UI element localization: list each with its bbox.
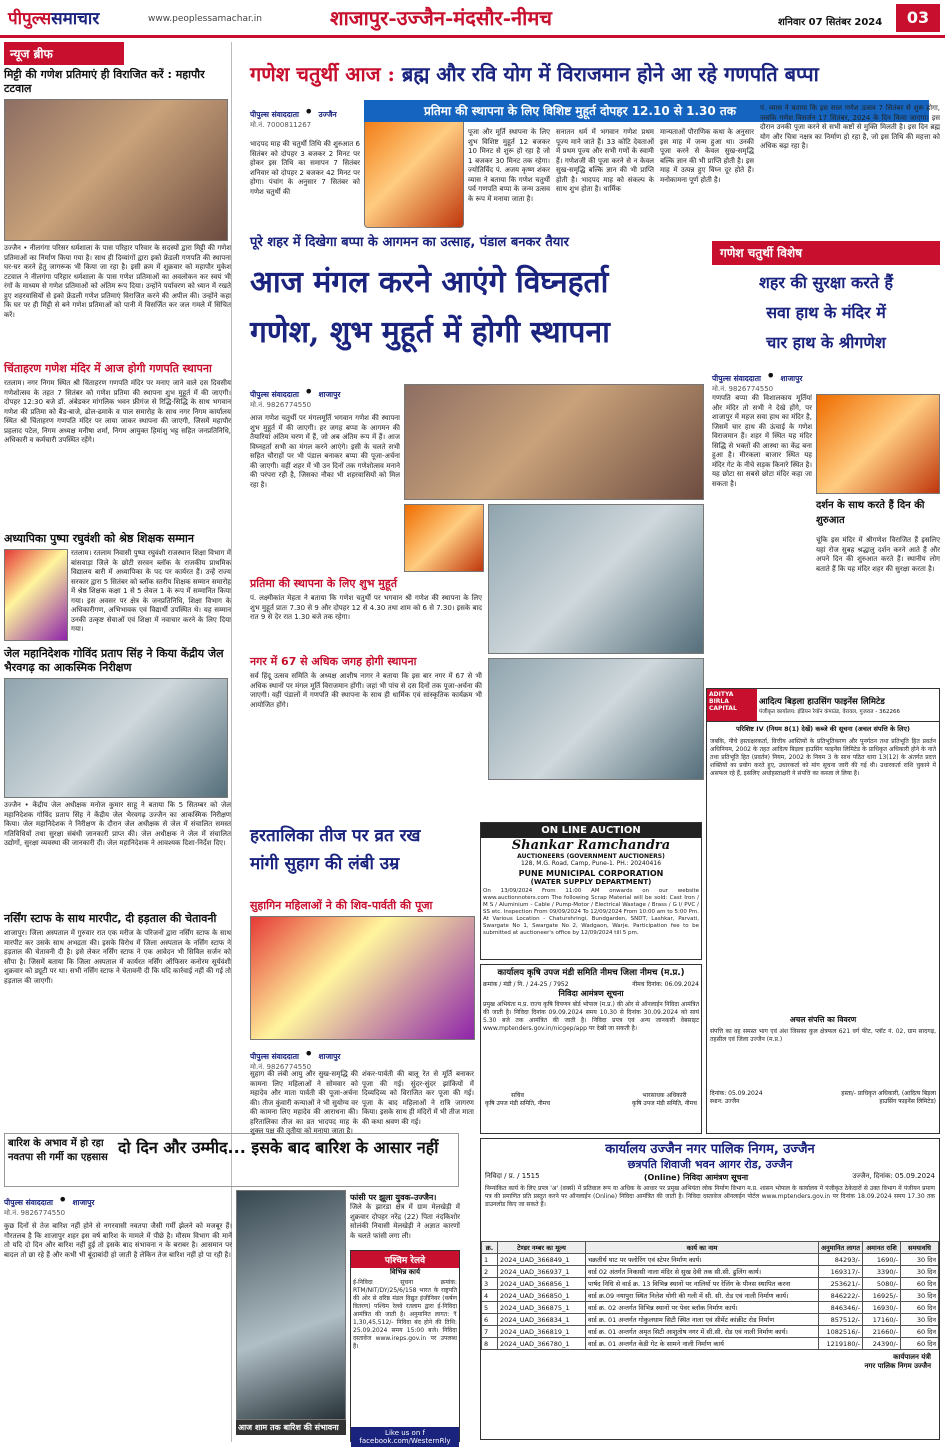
table-cell: 2024_UAD_366875_1 <box>498 1302 586 1314</box>
tender-col-cost: अनुमानित लागत <box>819 1242 863 1254</box>
table-cell: 2 <box>482 1266 498 1278</box>
youth-brief <box>350 1192 460 1248</box>
table-cell: 5080/- <box>863 1278 901 1290</box>
railway-footer: Like us on f facebook.com/WesternRly <box>351 1427 459 1447</box>
teej-body-1: सुहाग की लंबी आयु और सुख-समृद्धि की कामना लिए महिलाओं ने सोमवार को महादेव और माता पार्वती की पूजा-अर्चना की। तीज कुंवारी कन्याओं ने भी सुयोग्य वर की कामना लिए महादेव की आराधना की। हरितालिका तीज का व्रत भादपद माह के शुक्ल पक्ष की तृतीया को मनाया जाता है। <box>250 1070 358 1135</box>
birla-place: स्थान: उज्जैन <box>710 1098 740 1105</box>
table-cell: 60 दिन <box>901 1326 939 1338</box>
table-cell: 24390/- <box>863 1338 901 1350</box>
tender-col-work: कार्य का नाम <box>586 1242 819 1254</box>
ujjain-tender-notice <box>480 1138 940 1440</box>
tender-title-2: छत्रपति शिवाजी भवन आगर रोड, उज्जैन <box>627 1158 793 1171</box>
birla-title: आदित्य बिड़ला हाउसिंग फाइनेंस लिमिटेड <box>759 696 885 707</box>
mandi-ref: क्रमांक / मंडी / नि. / 24-25 / 7952 <box>483 981 569 988</box>
story-jail-body: उज्जैन • केंद्रीय जेल अधीक्षक मनोज कुमार साहू ने बताया कि 5 सितम्बर को जेल महानिदेशक गोविंद प्रताप सिंह ने केंद्रीय जेल भैरवगढ़ उज्जैन का आकस्मिक निरीक्षण किया। जेल महानिदेशक ने निरीक्षण के दौरान जेल अधीक्षक से जेल में संचालित समस्त गतिविधियों तथा सुरक्षा संबंधी जानकारी प्राप्त की। जेल अधीक्षक ने जेल में संचालित उद्योगों, सुरक्षा व्यवस्था की जानकारी दी। जेल महानिदेशक ने आवश्यक दिशा-निर्देश दिए। <box>4 801 231 847</box>
story-chintaharan-head: चिंताहरण गणेश मंदिर में आज होगी गणपति स्थापना <box>4 362 212 375</box>
table-cell: 30 दिन <box>901 1314 939 1326</box>
main-byline-block: पीपुल्स संवाददाता • शाजापुर मो.नं. 9826774550 <box>250 382 400 410</box>
rain-headline: दो दिन और उम्मीद... इसके बाद बारिश के आसार नहीं <box>118 1138 439 1157</box>
table-cell: 1219180/- <box>819 1338 863 1350</box>
top-col-1: भादपद माह की चतुर्थी तिथि की शुरुआत 6 सितंबर को दोपहर 3 बजकर 2 मिनट पर होकर इस तिथि का समापन 7 सितंबर शनिवार को दोपहर 2 बजकर 42 मिनट पर होगा। पंचांग के अनुसार 7 सितंबर को गणेश चतुर्थी की <box>250 140 360 196</box>
small-temple-photo <box>816 394 940 494</box>
birla-sub: पंजीकृत कार्यालय: इंडियन रेयॉन कंपाउंड, वेरावल, गुजरात - 362266 <box>759 708 900 715</box>
ganesh-idol-maker-photo <box>404 384 704 500</box>
rain-kicker: बारिश के अभाव में हो रहा नवतपा सी गर्मी का एहसास <box>8 1138 108 1163</box>
main-byline: पीपुल्स संवाददाता <box>250 390 299 399</box>
main-body-2: पं. लक्ष्मीकांत मेहता ने बताया कि गणेश चतुर्थी पर भगवान श्री गणेश की स्थापना के लिए शुभ मुहूर्त प्रातः 7.30 से 9 और दोपहर 12 से 4.30 तथा शाम को 6 से 7.30। इसके बाद रात 9 से देर रात 1.30 बजे तक रहेगा। <box>250 594 482 621</box>
railway-tender-ad <box>350 1250 460 1445</box>
side-mobile: मो.नं. 9826774550 <box>712 385 774 393</box>
story-chintaharan-body: रतलाम। नगर निगम स्थित श्री चिंताहरण गणपति मंदिर पर मनाए जाने वाले दस दिवसीय गणेशोत्सव के तहत 7 सितंबर को गणेश प्रतिमा की स्थापना शुभ मुहूर्त में की जाएगी। दोपहर 12:30 बजे डॉ. अंबेडकर मांगलिक भवन फ्रीगंज से रिद्धि-सिद्धि के साथ भगवान गणेश की प्रतिमा को बैंड-बाजे, ढोल-ढमाके व पाल समारोह के साथ नगर निगम कार्यालय स्थित श्री चिंताहरण गणपति मंदिर पर लाया जाकर स्थापना की जाएगी, जिसमें महापौर प्रहलाद पटेल, निगम अध्यक्ष मनीषा शर्मा, निगम आयुक्त हिमांशु भट्ट सहित जनप्रतिनिधि, अधिकारी व कर्मचारी उपस्थित रहेंगे। <box>4 379 231 444</box>
railway-title: पश्चिम रेलवे <box>351 1251 459 1268</box>
news-brief-label: न्यूज ब्रीफ <box>4 42 124 65</box>
auction-ad <box>480 822 702 960</box>
table-row <box>482 1326 939 1338</box>
table-cell: 2024_UAD_366834_1 <box>498 1314 586 1326</box>
side-headline <box>712 268 940 362</box>
edition-title: शाजापुर-उज्जैन-मंदसौर-नीमच <box>330 6 552 30</box>
mandi-sub: निविदा आमंत्रण सूचना <box>558 989 624 998</box>
teej-sub: सुहागिन महिलाओं ने की शिव-पार्वती की पूजा <box>250 899 433 912</box>
auction-dept: (WATER SUPPLY DEPARTMENT) <box>530 878 652 886</box>
teej-headline-line-2: मांगी सुहाग की लंबी उम्र <box>250 854 400 874</box>
tender-ref: निविदा / प्र. / 1515 <box>485 1172 540 1180</box>
table-cell: वार्ड क्र.09 नयापुरा स्थित निलेश योगी की गली में सी. सी. रोड एवं नाली निर्माण कार्य। <box>586 1290 819 1302</box>
website-url: www.peoplessamachar.in <box>148 14 262 24</box>
main-kicker: पूरे शहर में दिखेगा बप्पा के आगमन का उत्साह, पंडाल बनकर तैयार <box>250 232 705 254</box>
side-headline-line-2: सवा हाथ के मंदिर में <box>766 303 886 322</box>
story-teacher-body: रतलाम। रतलाम निवासी पुष्पा रघुवंशी राजस्थान शिक्षा विभाग में बांसवाड़ा जिले के छोटी सरवन ब्लॉक के राजकीय प्राथमिक विद्यालय बारी में अध्यापिका के पद पर कार्यरत हैं। उन्हें राज्य सरकार द्वारा 5 सितंबर को ब्लॉक स्तरीय शिक्षक सम्मान समारोह में श्रेष्ठ शिक्षक कक्षा 1 से 5 लेवल 1 के रूप में सम्मानित किया गया। इस अवसर पर क्षेत्र के जनप्रतिनिधि, शिक्षा विभाग के अधिकारीगण, अभिभावक एवं विद्यार्थी उपस्थित थे। यह सम्मान उनकी उत्कृष्ट सेवाओं एवं शिक्षा में नवाचार करने के लिए दिया गया। <box>71 549 231 633</box>
top-byline: पीपुल्स संवाददाता <box>250 110 299 119</box>
table-cell: 1 <box>482 1254 498 1266</box>
teej-headline-line-1: हरतालिका तीज पर व्रत रख <box>250 826 421 846</box>
rain-mobile: मो.नं. 9826774550 <box>4 1209 66 1217</box>
auction-sub: AUCTIONEERS (GOVERNMENT AUCTIONERS) <box>517 853 665 860</box>
railway-sub: विभिन्न कार्य <box>389 1268 421 1276</box>
main-body-3: सर्व हिंदू उत्सव समिति के अध्यक्ष आशीष नागर ने बताया कि इस बार नगर में 67 से भी अधिक स्थानों पर मंगल मूर्ति विराजमान होंगी। जहां भी पांच से दस दिनों तक पूजा-अर्चना की जाएगी। वहीं पंडालों में गणपति की स्थापना के साथ ही धार्मिक एवं सांस्कृतिक कार्यक्रम भी आयोजित होंगे। <box>250 672 482 709</box>
table-cell: 846222/- <box>819 1290 863 1302</box>
table-row <box>482 1338 939 1350</box>
side-body: गणपति बप्पा की विशालकाय मूर्तियां और मंदिर तो सभी ने देखे होंगे, पर शाजापुर में महज सवा हाथ का मंदिर है, जिसमें चार हाथ की ऊंचाई के गणेश विराजमान हैं। शहर में स्थित यह मंदिर सिद्धि से भक्तों की आस्था का केंद्र बना हुआ है। मीरकला बाजार स्थित यह मंदिर गेट के नीचे सड़क किनारे स्थित है। यह छोटा सा सबसे छोटा मंदिर कहा जा सकता है। <box>712 394 812 488</box>
table-cell: 60 दिन <box>901 1338 939 1350</box>
mandi-sign-left: सचिव कृषि उपज मंडी समिति, नीमच <box>485 1092 551 1107</box>
top-place: उज्जैन <box>318 110 337 119</box>
story-eco-ganesh-head: मिट्टी की गणेश प्रतिमाएं ही विराजित करें : महापौर टटवाल <box>4 68 205 95</box>
table-cell: पार्षद निधि से वार्ड क्र. 13 विभिन्न स्थानों पर नालियों पर रेलिंग के पीनस स्थापित करना <box>586 1278 819 1290</box>
idol-small-photo <box>404 504 484 572</box>
main-sub-2: नगर में 67 से अधिक जगह होगी स्थापना <box>250 655 417 668</box>
top-byline-block: पीपुल्स संवाददाता • उज्जैन मो.नं. 7000811267 <box>250 102 360 136</box>
rain-story: पीपुल्स संवाददाता • शाजापुर मो.नं. 9826774550 कुछ दिनों से तेज बारिश नहीं होने से नगरवासी नवतपा जैसी गर्मी झेलने को मजबूर हैं। गौरतलब है कि शाजापुर शहर इस वर्ष बारिश के मामले में पीछे है। मौसम विभाग की मानें तो यदि दो दिन और बारिश नहीं हुई तो इसके बाद संभावना न के बराबर है। आसमान पर बादल तो छा रहे हैं और कभी भी बूंदाबांदी हो जाती है लेकिन तेज बारिश नहीं हो पा रही है। <box>4 1190 232 1440</box>
birla-logo: ADITYA BIRLA CAPITAL <box>707 689 757 721</box>
birla-date: दिनांक: 05.09.2024 <box>710 1090 763 1097</box>
birla-schedule: संपत्ति का वह समस्त भाग एवं अंश जिसका कुल क्षेत्रफल 621 वर्ग फीट, प्लॉट नं. 02, ग्राम सादगढ़, तहसील एवं जिला उज्जैन (म.प्र.) <box>710 1028 936 1043</box>
auction-company: Shankar Ramchandra <box>511 838 671 853</box>
rain-body: कुछ दिनों से तेज बारिश नहीं होने से नगरवासी नवतपा जैसी गर्मी झेलने को मजबूर हैं। गौरतलब है कि शाजापुर शहर इस वर्ष बारिश के मामले में पीछे है। मौसम विभाग की मानें तो यदि दो दिन और बारिश नहीं हुई तो इसके बाद संभावना न के बराबर है। आसमान पर बादल तो छा रहे हैं और कभी भी बूंदाबांदी हो जाती है लेकिन तेज बारिश नहीं हो पा रही है। <box>4 1222 232 1259</box>
table-cell: 2024_UAD_366849_1 <box>498 1254 586 1266</box>
table-row <box>482 1302 939 1314</box>
table-row <box>482 1278 939 1290</box>
side-byline: पीपुल्स संवाददाता <box>712 374 761 383</box>
table-cell: 2024_UAD_366937_1 <box>498 1266 586 1278</box>
tender-sign: कार्यपालन यंत्री नगर पालिक निगम उज्जैन <box>864 1353 931 1370</box>
rain-byline: पीपुल्स संवाददाता <box>4 1198 53 1207</box>
table-cell: 7 <box>482 1326 498 1338</box>
teej-byline: पीपुल्स संवाददाता <box>250 1052 299 1061</box>
top-mobile: मो.नं. 7000811267 <box>250 121 312 129</box>
teej-place: शाजापुर <box>318 1052 341 1061</box>
table-row <box>482 1290 939 1302</box>
main-place: शाजापुर <box>318 390 341 399</box>
story-teacher-head: अध्यापिका पुष्पा रघुवंशी को श्रेष्ठ शिक्षक सम्मान <box>4 532 194 545</box>
table-cell: 30 दिन <box>901 1266 939 1278</box>
rain-caption: आज शाम तक बारिश की संभावना <box>236 1420 346 1435</box>
table-cell: 253621/- <box>819 1278 863 1290</box>
rain-photo-block <box>236 1190 346 1440</box>
table-cell: 8 <box>482 1338 498 1350</box>
table-cell: 1690/- <box>863 1254 901 1266</box>
mandi-sign-right: भारसाधक अधिकारी कृषि उपज मंडी समिति, नीमच <box>631 1092 697 1107</box>
table-cell: 30 दिन <box>901 1254 939 1266</box>
table-cell: 1082516/- <box>819 1326 863 1338</box>
birla-possession-notice <box>706 688 940 1134</box>
table-cell: 6 <box>482 1314 498 1326</box>
table-cell: 30 दिन <box>901 1290 939 1302</box>
table-row <box>482 1266 939 1278</box>
table-cell: वार्ड क्र. 01 अन्तर्गत केडी गेट के सामने नाली निर्माण कार्य <box>586 1338 819 1350</box>
tender-date: उज्जैन, दिनांक: 05.09.2024 <box>852 1172 935 1180</box>
top-col-2: पूजा और मूर्ति स्थापना के लिए शुभ विशिष्ट मुहूर्त 12 बजकर 10 मिनट से शुरू हो रहा है जो 1 बजकर 30 मिनट तक रहेगा। ज्योतिर्विद पं. अजय कृष्ण शंकर व्यास ने बताया कि गणेश चतुर्थी पर्व गणपति बप्पा के जन्म उत्सव के रूप में मनाया जाता है। <box>468 128 550 203</box>
tender-sub: (Online) निविदा आमंत्रण सूचना <box>643 1173 749 1182</box>
table-cell: 84293/- <box>819 1254 863 1266</box>
main-mobile: मो.नं. 9826774550 <box>250 401 312 409</box>
table-row <box>482 1314 939 1326</box>
story-nursing-head: नर्सिंग स्टाफ के साथ मारपीट, दी हड़ताल की चेतावनी <box>4 912 217 925</box>
tender-col-time: समयावधि <box>901 1242 939 1254</box>
table-cell: 2024_UAD_366819_1 <box>498 1326 586 1338</box>
mandi-tender-ad <box>480 964 702 1134</box>
teej-photo <box>250 916 475 1040</box>
birla-body: जबकि, नीचे हस्ताक्षरकर्ता, वित्तीय आस्तियों के प्रतिभूतिकरण और पुनर्गठन तथा प्रतिभूति हित प्रवर्तन अधिनियम, 2002 के तहत आदित्य बिड़ला हाउसिंग फाइनेंस लिमिटेड के प्राधिकृत अधिकारी होने के नाते तथा प्रतिभूति हित (प्रवर्तन) नियम, 2002 के नियम 3 के साथ पठित धारा 13(12) के अंतर्गत प्रदत्त शक्तियों का प्रयोग करते हुए, उधारकर्ता को मांग सूचना जारी की गई थी। उधारकर्ता राशि चुकाने में असफल रहे हैं, इसलिए अधोहस्ताक्षरी ने संपत्ति का कब्जा ले लिया है। <box>710 738 936 777</box>
top-col-4: मान्यताओं पौराणिक कथा के अनुसार इस माह में जन्म हुआ था। उनकी पूजा करने से केवल सुख-समृद्धि बल्कि ज्ञान की भी प्राप्ति होती है। इस माह में उत्पन्न हुए विघ्न दूर होते हैं। मनोकामना पूर्ण होती है। <box>660 128 754 184</box>
table-cell: वार्ड क्र. 01 अन्तर्गत अमृत सिटी आशुतोष नगर में सी.सी. रोड एवं नाली निर्माण कार्य। <box>586 1326 819 1338</box>
pandal-photo-2 <box>488 658 704 780</box>
side-headline-line-3: चार हाथ के श्रीगणेश <box>766 333 886 352</box>
main-headline <box>250 258 705 378</box>
tender-col-no: टेण्डर नम्बर का मूल्य <box>498 1242 586 1254</box>
table-row <box>482 1254 939 1266</box>
table-cell: 169317/- <box>819 1266 863 1278</box>
table-cell: 60 दिन <box>901 1302 939 1314</box>
tender-col-emd: अमानत राशि <box>863 1242 901 1254</box>
table-cell: 3390/- <box>863 1266 901 1278</box>
railway-body: ई-निविदा सूचना क्रमांक: RTM/NIT/DY/25/6/158 भारत के राष्ट्रपति की ओर से वरिष्ठ मंडल विद्युत इंजीनियर (कर्षण वितरण) पश्चिम रेलवे रतलाम द्वारा ई-निविदा आमंत्रित की जाती है। अनुमानित लागत: ₹ 1,30,45,512/- निविदा बंद होने की तिथि: 25.09.2024 समय 15:00 बजे। निविदा दस्तावेज www.ireps.gov.in पर उपलब्ध हैं। <box>353 1279 457 1350</box>
table-cell: 21660/- <box>863 1326 901 1338</box>
teej-byline-block: पीपुल्स संवाददाता • शाजापुर मो.नं. 9826774550 <box>250 1044 475 1066</box>
main-body-1: आज गणेश चतुर्थी पर मंगलमूर्ति भगवान गणेश की स्थापना शुभ मुहूर्त में की जाएगी। हर जगह बप्पा के आगमन की तैयारियां अंतिम चरण में हैं, जो अब अंतिम रूप में हैं। आज विघ्नहर्ता सभी का मंगल करने आएंगे। इसी के चलते सभी सहित चौराहों पर भी पंडाल बनाकर बप्पा की पूजा-अर्चना की जाएगी। वहीं शहर में भी उन दिनों तक गणेशोत्सव मनाने की परंपरा रही है, जिसका नौका भी शहरवासियों को मिल रहा है। <box>250 414 400 489</box>
story-nursing-body: शाजापुर। जिला अस्पताल में गुरुवार रात एक मरीज के परिजनों द्वारा नर्सिंग स्टाफ के साथ मारपीट कर उसके साथ अभद्रता की। इसके विरोध में जिला अस्पताल के नर्सिंग स्टाफ ने हड़ताल की चेतावनी दी है। इसे लेकर नर्सिंग स्टाफ ने एक आवेदन भी सिविल सर्जन को सौंपा है। जिसमें बताया कि जिला अस्पताल में कार्यरत नर्सिंग ऑफिसर कनोरम सूर्यवंशी शुक्रवार को ड्यूटी पर था। सभी नर्सिंग स्टाफ ने चेतावनी दी कि यदि कार्रवाई नहीं की गई तो हड़ताल की जाएगी। <box>4 929 231 985</box>
auction-title: ON LINE AUCTION <box>481 823 701 838</box>
table-cell: चक्रतीर्थ घाट पर फ्लोरिंग एवं स्टेपर निर्माण कार्य। <box>586 1254 819 1266</box>
story-eco-ganesh-body: उज्जैन • नीलगंगा परिसर धर्मशाला के पास परिहार परिवार के सदस्यों द्वारा मिट्टी की गणेश प्रतिमाओं का निर्माण किया गया है। साथ ही दिव्यांगों द्वारा इको फ्रेंडली गणपति की स्थापना घर-घर करने हेतु जागरूक भी किया जा रहा है। इसी क्रम में शुक्रवार को महापौर मुकेश टटवाल ने नीलगंगा परिहार धर्मशाला के पास गणेश प्रतिमाओं का अवलोकन कर स्वयं भी रंगों के माध्यम से गणेश प्रतिमाओं को अंतिम रूप दिया। उन्होंने पर्यावरण को ध्यान में रखते हुए शहरवासियों से इको फ्रेंडली गणेश प्रतिमाएं विराजित करने की अपील की। उन्होंने कहा कि घर पर ही मिट्टी से बने गणेश प्रतिमाओं को पानी में विसर्जित कर जल गमले में सिंचित करें। <box>4 244 231 319</box>
youth-head: फांसी पर झूला युवक-उज्जैन। <box>350 1193 437 1202</box>
mandi-date: नीमच दिनांक: 06.09.2024 <box>632 981 699 988</box>
tender-title-1: कार्यालय उज्जैन नगर पालिक निगम, उज्जैन <box>605 1142 815 1157</box>
newspaper-logo: पीपुल्ससमाचार <box>8 9 100 29</box>
table-cell: 16925/- <box>863 1290 901 1302</box>
table-cell: 60 दिन <box>901 1278 939 1290</box>
table-cell: 2024_UAD_366850_1 <box>498 1290 586 1302</box>
muhurat-strip: प्रतिमा की स्थापना के लिए विशिष्ट मुहूर्त दोपहर 12.10 से 1.30 तक <box>364 100 929 122</box>
main-headline-line-1: आज मंगल करने आएंगे विघ्नहर्ता <box>250 265 609 300</box>
table-cell: 3 <box>482 1278 498 1290</box>
table-cell: वार्ड 02 अंतर्गत निकासी नाला मंदिर से सुख देवी तक सी.सी. ढुलिंग कार्य। <box>586 1266 819 1278</box>
side-badge: गणेश चतुर्थी विशेष <box>712 241 940 265</box>
table-cell: 5 <box>482 1302 498 1314</box>
youth-body: जिले के झारडा क्षेत्र में ग्राम मेलखेड़ी में शुक्रवार दोपहर नरेंद्र (22) पिता नंदकिशोर सोलंकी निवासी मेलखेड़ी ने अज्ञात कारणों के चलते फांसी लगा ली। <box>350 1203 460 1240</box>
tender-table <box>481 1241 939 1350</box>
mandi-body: प्रमुख अभियंता म.प्र. राज्य कृषि विपणन बोर्ड भोपाल (म.प्र.) की ओर से ऑनलाईन निविदा आमंत्रित की जाती है। निविदा दिनांक 09.09.2024 समय 10.30 से दिनांक 30.09.2024 को सायं 5.30 बजे तक आमंत्रित की जाती है। निविदा प्रपत्र एवं अन्य जानकारी वेबसाइट www.mptenders.gov.in/nicgep/app पर देखी जा सकती है। <box>483 1001 699 1032</box>
main-sub-1: प्रतिमा की स्थापना के लिए शुभ मुहूर्त <box>250 577 397 590</box>
pandal-photo <box>488 504 704 654</box>
teej-body-2: शंकर-पार्वती की बालू रेत से मूर्ति बनाकर पूजा की गई। सुंदर-सुंदर झांकियों में दिव्यदिव्य को विराजित कर पूजा की गई। पूजा के बाद महिलाओं ने रात्रि जागरण किया। इसके साथ ही मंदिरों में भी तीज माता की कथा श्रवण की गई। <box>362 1070 474 1126</box>
teacher-photo <box>4 549 68 641</box>
main-headline-line-2: गणेश, शुभ मुहूर्त में होगी स्थापना <box>250 315 610 350</box>
auction-address: 128, M.G. Road, Camp, Pune-1. PH.: 20240416 <box>520 860 662 867</box>
side-place: शाजापुर <box>780 374 803 383</box>
jail-inspection-photo <box>4 678 228 798</box>
birla-schedule-head: अचल संपत्ति का विवरण <box>789 1015 857 1024</box>
tender-body: निम्नांकित कार्य के लिए प्रपत्र 'अ' (वर्क्स) में प्रतिवाल रूप या अधिक के आधार पर प्रमुख अभियंता लोक निर्माण विभाग म.प्र. शासन भोपाल के कार्यालय में पंजीकृत ठेकेदारों से उक्त विभाग में पंजीयन प्रमाण पत्र की प्रमाणित प्रति प्रस्तुत करने पर ऑनलाईन (Online) निविदा आमंत्रित की जाती है। निविदा दस्तावेज ऑनलाईन पोर्टल www.mptenders.gov.in पर दिनांक 18.09.2024 समय 17.30 तक डाउनलोड किए जा सकते हैं। <box>485 1185 935 1208</box>
auction-body: On 13/09/2024 From 11:00 AM onwards on our website www.auctionnoters.com The following Scrap Material will be sold: Cast Iron / M S / Aluminium - Cable / Pump-Motor / Electrical Wastage / Brass / G I/ PVC / SS etc. Inspection From 09/09/2024 To 12/09/2024 From 10:00 am to 5:00 Pm. At Various Location - Chaturshringi, Bundgarden, SNDT, Lashkar, Parvati, Swargate No 1, Swargate No 2, Wadgaon, Warje. Participation fee to be submitted at auctioneer's office by 12/09/2024 till 5 pm. <box>483 888 699 936</box>
teej-mobile: मो.नं. 9826774550 <box>250 1063 312 1071</box>
darshan-head: दर्शन के साथ करते हैं दिन की शुरुआत <box>816 500 925 526</box>
darshan-body: चूंकि इस मंदिर में श्रीगणेश विराजित हैं इसलिए यहां रोज सुबह श्रद्धालु दर्शन करने आते हैं और अपने दिन की शुरुआत करते हैं। स्थानीय लोग बताते हैं कि यह मंदिर शहर की सुरक्षा करता है। <box>816 536 940 573</box>
top-col-5: पं. व्यास ने बताया कि इस साल गणेश उत्सव 7 सितंबर से शुरू होगा, जबकि गणेश विसर्जन 17 सितंबर, 2024 के दिन किया जाएगा। इस दौरान उनकी पूजा करने से सभी कष्टों से मुक्ति मिलती है। इस दिन ब्रह्म योग और चित्रा नक्षत्र का निर्माण हो रहा है, जो इस तिथि की महत्ता को अधिक बढ़ा रहा है। <box>760 104 940 150</box>
table-cell: 4 <box>482 1290 498 1302</box>
birla-form: परिशिष्ट IV (नियम 8(1) देखें) कब्जे की सूचना (अचल संपत्ति के लिए) <box>736 725 910 733</box>
table-cell: 857512/- <box>819 1314 863 1326</box>
side-byline-block: पीपुल्स संवाददाता • शाजापुर मो.नं. 9826774550 <box>712 366 940 390</box>
ganesh-chaturthi-headline: गणेश चतुर्थी आज : ब्रह्म और रवि योग में विराजमान होने आ रहे गणपति बप्पा <box>250 62 819 86</box>
table-cell: 2024_UAD_366856_1 <box>498 1278 586 1290</box>
side-headline-line-1: शहर की सुरक्षा करते हैं <box>758 273 894 292</box>
table-cell: 2024_UAD_366780_1 <box>498 1338 586 1350</box>
rain-photo <box>236 1190 346 1420</box>
auction-org: PUNE MUNICIPAL CORPORATION <box>518 869 664 878</box>
table-cell: 846346/- <box>819 1302 863 1314</box>
rain-place: शाजापुर <box>72 1198 95 1207</box>
table-cell: 16930/- <box>863 1302 901 1314</box>
mandi-title: कार्यालय कृषि उपज मंडी समिति नीमच जिला नीमच (म.प्र.) <box>497 968 685 978</box>
tender-col-sr: क्र. <box>482 1242 498 1254</box>
table-cell: वार्ड क्र. 01 अन्तर्गत गोकुलधाम सिटी स्थित नाला एवं सीमेंट कांक्रीट रोड निर्माण <box>586 1314 819 1326</box>
issue-date: शनिवार 07 सितंबर 2024 <box>778 17 883 28</box>
eco-ganesh-photo <box>4 99 228 241</box>
top-col-3: सनातन धर्म में भगवान गणेश प्रथम पूज्य माने जाते हैं। 33 कोटि देवताओं में प्रथम पूज्य और सभी गणों के स्वामी हैं। गणेशजी की पूजा करने से न केवल सुख-समृद्धि बल्कि ज्ञान की भी प्राप्ति होती है। भादपद माह को संकल्प के साथ शुभ होता है। धार्मिक <box>556 128 654 193</box>
table-cell: 17160/- <box>863 1314 901 1326</box>
table-cell: वार्ड क्र. 02 अन्तर्गत विभिन्न स्थानों पर पेवर ब्लॉक निर्माण कार्य। <box>586 1302 819 1314</box>
birla-sign: हस्ता/- प्राधिकृत अधिकारी, (आदित्य बिड़ला हाउसिंग फाइनेंस लिमिटेड) <box>841 1090 936 1105</box>
story-jail-head: जेल महानिदेशक गोविंद प्रताप सिंह ने किया केंद्रीय जेल भैरवगढ़ का आकस्मिक निरीक्षण <box>4 647 224 674</box>
page-number: 03 <box>896 4 940 32</box>
